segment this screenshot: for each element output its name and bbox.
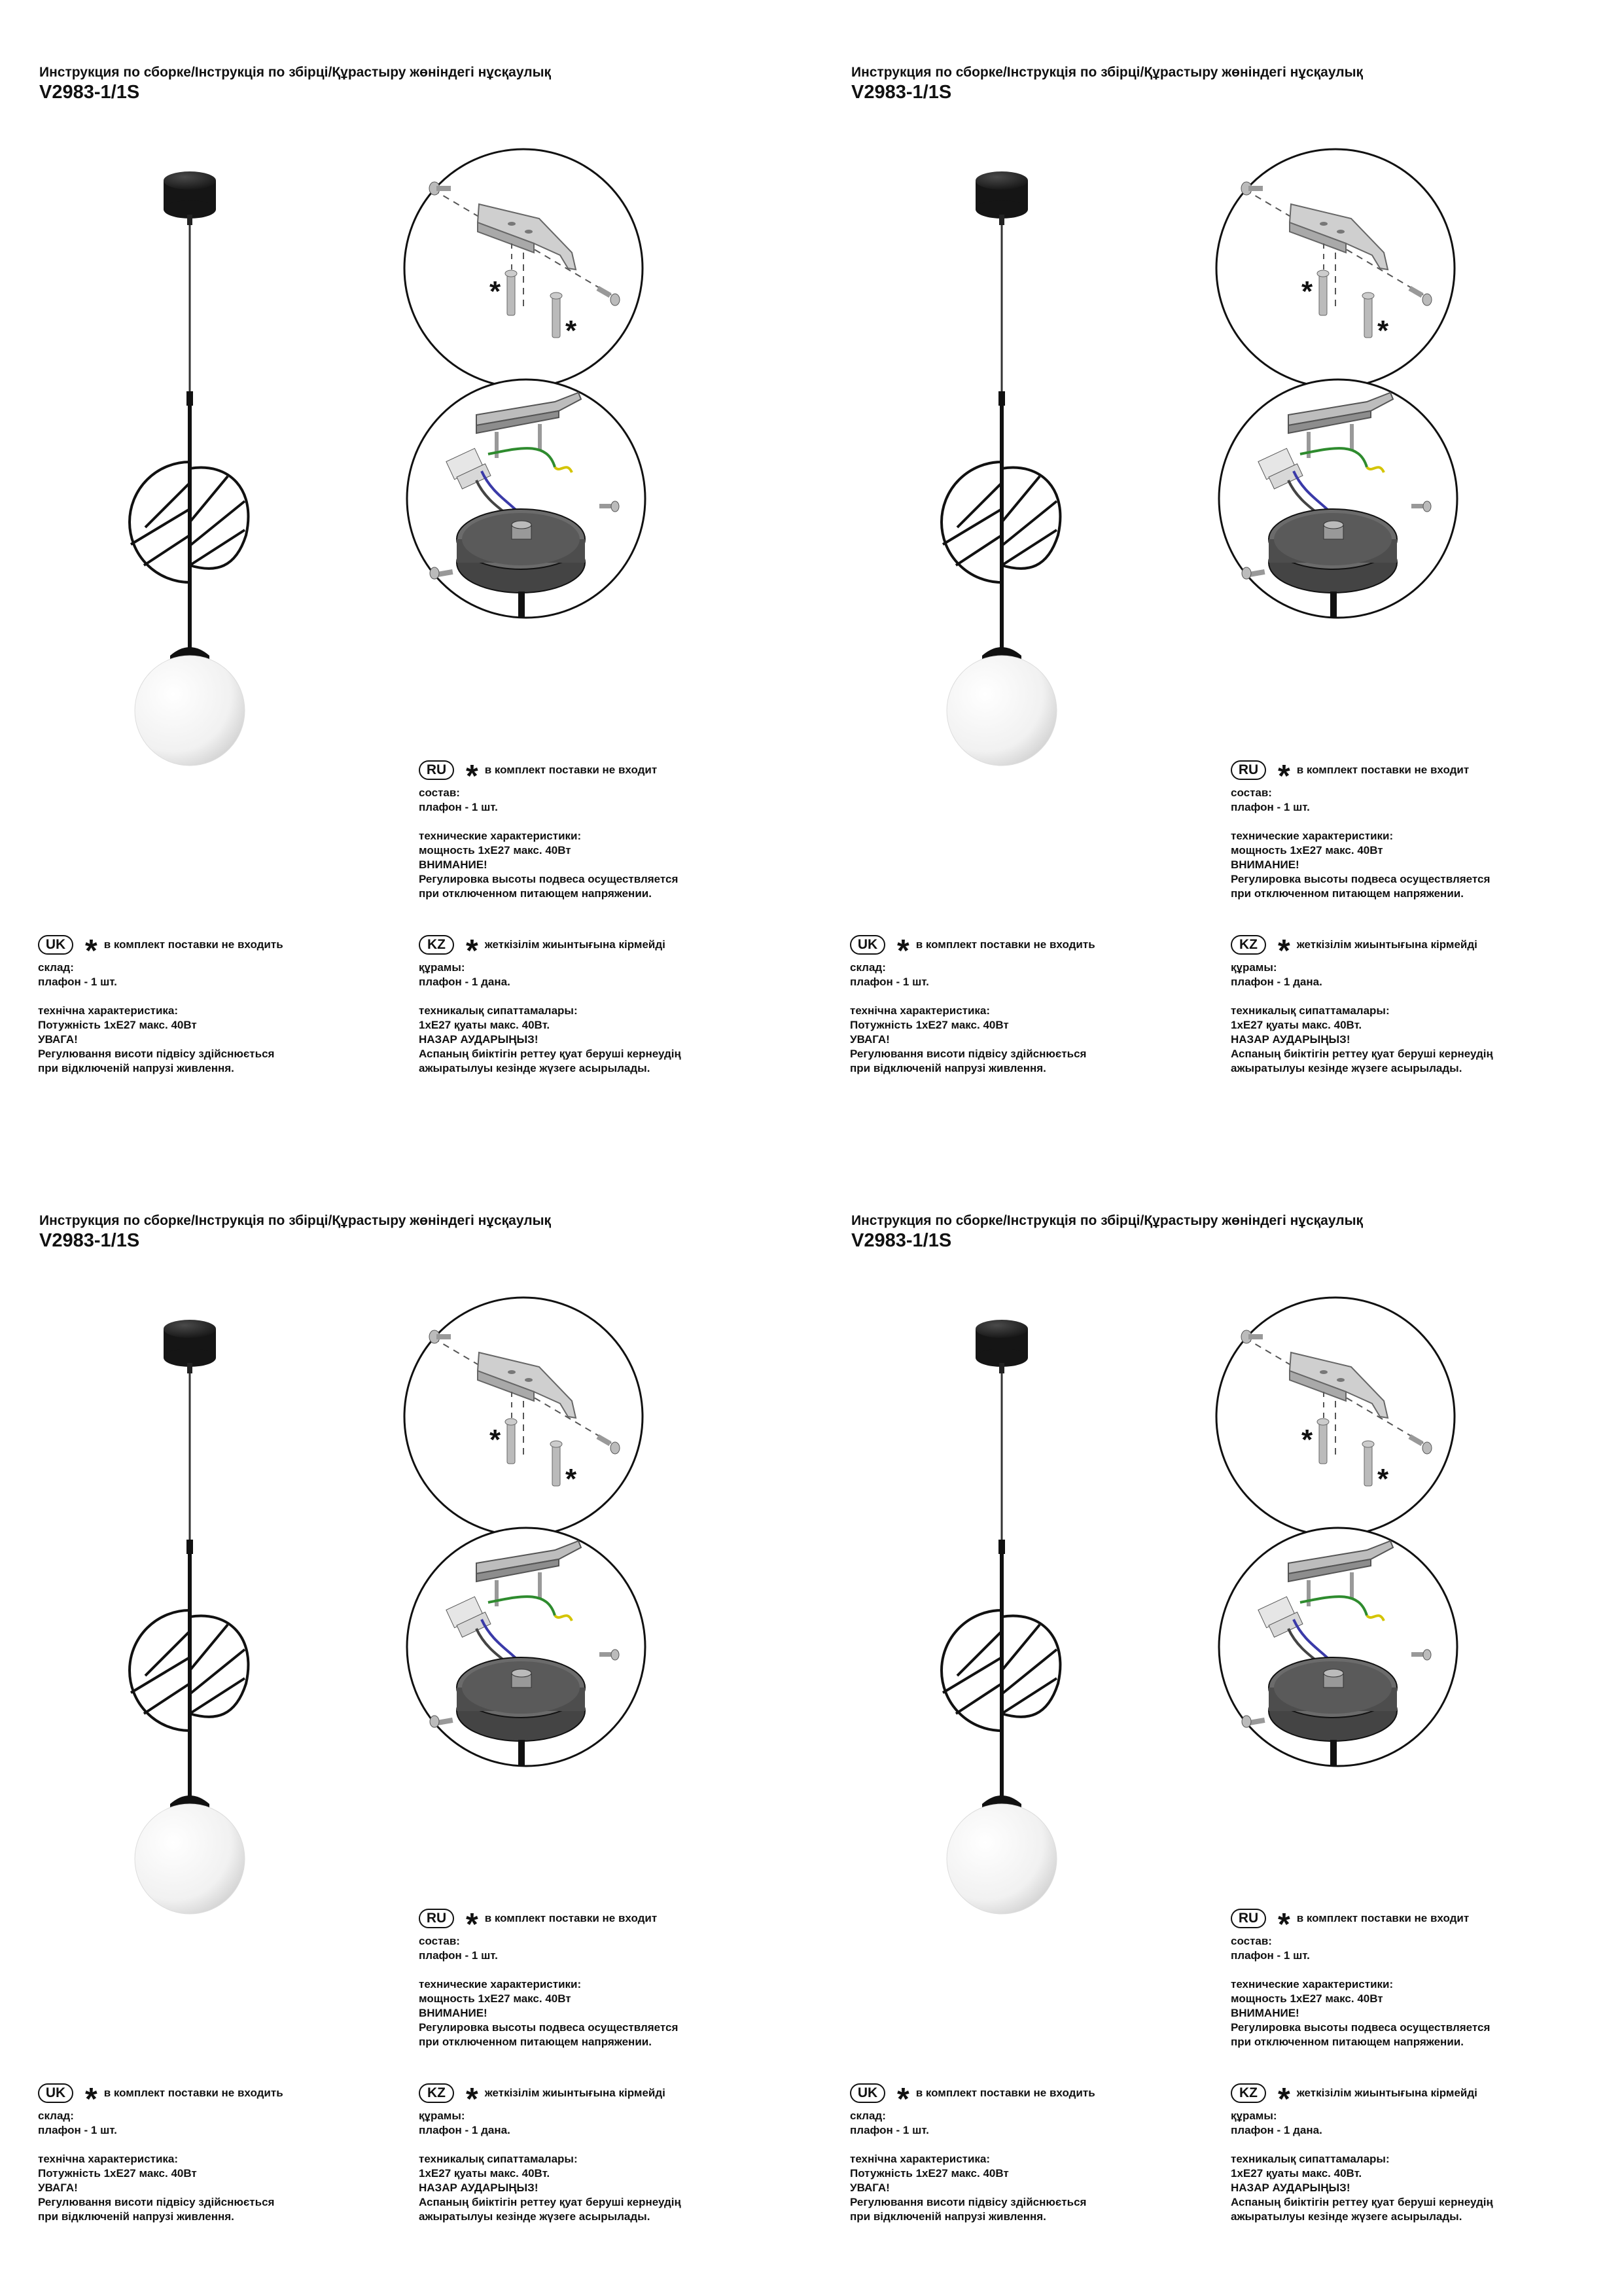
- cable-clamp: [998, 1540, 1005, 1554]
- composition-label: состав:: [1231, 1935, 1272, 1947]
- not-included-mark: *: [466, 1907, 478, 1942]
- specs-label: технічна характеристика:: [38, 1004, 179, 1017]
- wall-plug-icon: [505, 270, 517, 315]
- warning-heading: НАЗАР АУДАРЫҢЫЗ!: [419, 1033, 538, 1046]
- power-rating: 1xE27 қуаты макс. 40Вт.: [419, 2167, 550, 2180]
- language-badge-kz: KZ: [419, 935, 454, 955]
- leaf-shape: [190, 1616, 248, 1717]
- specs-label: технічна характеристика:: [850, 1004, 991, 1017]
- composition-label: құрамы:: [1231, 961, 1277, 974]
- ceiling-canopy: [976, 171, 1028, 225]
- kz-specifications: [1231, 932, 1623, 1076]
- decorative-half-disc: [130, 1610, 190, 1731]
- not-included-note: в комплект поставки не входить: [103, 2087, 283, 2099]
- language-badge-ru: RU: [1231, 760, 1266, 780]
- not-included-note: жеткізілім жиынтығына кірмейді: [1296, 938, 1477, 951]
- instruction-title: Инструкция по сборке/Інструкція по збірці/Құрастыру жөніндегі нұсқаулық: [851, 65, 1364, 80]
- model-number: V2983-1/1S: [851, 1230, 952, 1251]
- model-number: V2983-1/1S: [39, 82, 140, 103]
- canopy-nut: [1324, 1669, 1343, 1687]
- composition-value: плафон - 1 шт.: [1231, 1949, 1310, 1962]
- power-rating: Потужність 1xE27 макс. 40Вт: [38, 1019, 197, 1031]
- kz-specifications: [419, 932, 811, 1076]
- not-included-mark: *: [897, 2082, 909, 2117]
- warning-heading: ВНИМАНИЕ!: [1231, 2007, 1299, 2019]
- power-rating: Потужність 1xE27 макс. 40Вт: [850, 2167, 1009, 2180]
- lamp-rod: [1330, 592, 1337, 618]
- power-rating: мощность 1xE27 макс. 40Вт: [419, 1992, 571, 2005]
- warning-text: Аспаның биіктігін реттеу қуат беруші кернеудің: [1231, 2196, 1493, 2208]
- not-included-mark: *: [1278, 934, 1290, 968]
- warning-heading: НАЗАР АУДАРЫҢЫЗ!: [1231, 1033, 1350, 1046]
- composition-value: плафон - 1 шт.: [38, 976, 117, 988]
- composition-label: құрамы:: [1231, 2110, 1277, 2122]
- instruction-sheet: [0, 0, 812, 1148]
- language-badge-uk: UK: [38, 935, 73, 955]
- specs-label: технические характеристики:: [1231, 1978, 1394, 1990]
- composition-value: плафон - 1 шт.: [850, 2124, 929, 2136]
- wall-plug-icon: [1362, 292, 1374, 338]
- not-included-mark: *: [1301, 275, 1313, 308]
- power-rating: Потужність 1xE27 макс. 40Вт: [38, 2167, 197, 2180]
- not-included-mark: *: [1301, 1424, 1313, 1456]
- warning-text: Аспаның биіктігін реттеу қуат беруші кернеудің: [419, 1048, 681, 1060]
- language-badge-ru: RU: [419, 760, 454, 780]
- lamp-rod: [518, 1740, 525, 1766]
- composition-value: плафон - 1 шт.: [38, 2124, 117, 2136]
- composition-value: плафон - 1 шт.: [850, 976, 929, 988]
- instruction-header: [851, 64, 1363, 103]
- warning-heading: ВНИМАНИЕ!: [419, 858, 487, 871]
- power-rating: 1xE27 қуаты макс. 40Вт.: [419, 1019, 550, 1031]
- specs-label: техникалық сипаттамалары:: [419, 1004, 578, 1017]
- language-badge-uk: UK: [850, 2083, 885, 2103]
- warning-text: при отключенном питающем напряжении.: [1231, 2036, 1464, 2048]
- warning-text: Регулювання висоти підвісу здійснюється: [850, 2196, 1087, 2208]
- specs-label: техникалық сипаттамалары:: [419, 2153, 578, 2165]
- specs-label: технічна характеристика:: [38, 2153, 179, 2165]
- warning-text: при відключеній напрузі живлення.: [850, 1062, 1046, 1074]
- pendant-lamp-illustration: [111, 169, 294, 797]
- composition-label: склад:: [38, 2110, 74, 2122]
- wall-plug-icon: [550, 292, 562, 338]
- not-included-mark: *: [897, 934, 909, 968]
- warning-heading: УВАГА!: [850, 2181, 890, 2194]
- instruction-header: [851, 1212, 1363, 1252]
- warning-text: при отключенном питающем напряжении.: [419, 887, 652, 900]
- not-included-mark: *: [85, 2082, 97, 2117]
- uk-specifications: [38, 2080, 431, 2224]
- warning-text: при відключеній напрузі живлення.: [850, 2210, 1046, 2223]
- not-included-mark: *: [489, 275, 501, 308]
- mounting-bracket-detail: [400, 1294, 646, 1540]
- power-rating: мощность 1xE27 макс. 40Вт: [1231, 844, 1383, 857]
- warning-text: ажыратылуы кезінде жүзеге асырылады.: [1231, 1062, 1462, 1074]
- not-included-note: в комплект поставки не входить: [915, 2087, 1095, 2099]
- ru-specifications: [419, 1905, 811, 2049]
- not-included-mark: *: [466, 2082, 478, 2117]
- decorative-half-disc: [942, 1610, 1002, 1731]
- specs-label: технічна характеристика:: [850, 2153, 991, 2165]
- model-number: V2983-1/1S: [851, 82, 952, 103]
- glass-globe-shade: [947, 656, 1057, 766]
- power-rating: 1xE27 қуаты макс. 40Вт.: [1231, 1019, 1362, 1031]
- wall-plug-icon: [505, 1419, 517, 1464]
- instruction-title: Инструкция по сборке/Інструкція по збірці/Құрастыру жөніндегі нұсқаулық: [851, 1213, 1364, 1228]
- composition-label: состав:: [419, 786, 460, 799]
- not-included-mark: *: [489, 1424, 501, 1456]
- instruction-title: Инструкция по сборке/Інструкція по збірці/Құрастыру жөніндегі нұсқаулық: [39, 1213, 552, 1228]
- wall-plug-icon: [1362, 1441, 1374, 1486]
- power-rating: мощность 1xE27 макс. 40Вт: [1231, 1992, 1383, 2005]
- language-badge-ru: RU: [419, 1909, 454, 1928]
- mounting-bracket-detail: [1212, 145, 1458, 391]
- uk-specifications: [850, 932, 1243, 1076]
- warning-heading: УВАГА!: [38, 1033, 78, 1046]
- composition-label: склад:: [38, 961, 74, 974]
- language-badge-kz: KZ: [419, 2083, 454, 2103]
- pendant-lamp-illustration: [923, 169, 1106, 797]
- decorative-half-disc: [130, 462, 190, 582]
- warning-text: при відключеній напрузі живлення.: [38, 2210, 234, 2223]
- instruction-title: Инструкция по сборке/Інструкція по збірці/Құрастыру жөніндегі нұсқаулық: [39, 65, 552, 80]
- warning-text: Аспаның биіктігін реттеу қуат беруші кернеудің: [1231, 1048, 1493, 1060]
- warning-heading: НАЗАР АУДАРЫҢЫЗ!: [419, 2181, 538, 2194]
- not-included-mark: *: [1278, 759, 1290, 794]
- decorative-half-disc: [942, 462, 1002, 582]
- warning-text: ажыратылуы кезінде жүзеге асырылады.: [419, 1062, 650, 1074]
- not-included-mark: *: [85, 934, 97, 968]
- composition-value: плафон - 1 шт.: [419, 801, 498, 813]
- glass-globe-shade: [135, 1804, 245, 1914]
- leaf-shape: [1002, 1616, 1060, 1717]
- wall-plug-icon: [550, 1441, 562, 1486]
- pendant-lamp-illustration: [923, 1317, 1106, 1945]
- not-included-note: в комплект поставки не входить: [103, 938, 283, 951]
- pendant-lamp-illustration: [111, 1317, 294, 1945]
- not-included-mark: *: [1377, 315, 1389, 347]
- not-included-note: в комплект поставки не входит: [1296, 764, 1470, 776]
- composition-label: состав:: [419, 1935, 460, 1947]
- instruction-sheet: [812, 0, 1624, 1148]
- not-included-mark: *: [1278, 2082, 1290, 2117]
- canopy-wiring-detail: [403, 376, 649, 622]
- leaf-shape: [190, 468, 248, 569]
- not-included-mark: *: [565, 1463, 577, 1495]
- instruction-header: [39, 1212, 551, 1252]
- ru-specifications: [1231, 1905, 1623, 2049]
- ru-specifications: [419, 757, 811, 901]
- language-badge-ru: RU: [1231, 1909, 1266, 1928]
- canopy-wiring-detail: [1215, 1524, 1461, 1770]
- warning-heading: УВАГА!: [850, 1033, 890, 1046]
- composition-value: плафон - 1 дана.: [419, 976, 510, 988]
- canopy-nut: [1324, 521, 1343, 539]
- warning-heading: ВНИМАНИЕ!: [419, 2007, 487, 2019]
- specs-label: техникалық сипаттамалары:: [1231, 1004, 1390, 1017]
- language-badge-uk: UK: [38, 2083, 73, 2103]
- warning-text: при отключенном питающем напряжении.: [1231, 887, 1464, 900]
- not-included-note: в комплект поставки не входить: [915, 938, 1095, 951]
- glass-globe-shade: [135, 656, 245, 766]
- composition-value: плафон - 1 дана.: [419, 2124, 510, 2136]
- power-rating: мощность 1xE27 макс. 40Вт: [419, 844, 571, 857]
- wall-plug-icon: [1317, 1419, 1329, 1464]
- model-number: V2983-1/1S: [39, 1230, 140, 1251]
- ceiling-canopy: [976, 1320, 1028, 1373]
- cable-clamp: [186, 391, 193, 406]
- mounting-bracket-detail: [400, 145, 646, 391]
- warning-text: Регулировка высоты подвеса осуществляется: [419, 2021, 679, 2034]
- warning-heading: ВНИМАНИЕ!: [1231, 858, 1299, 871]
- glass-globe-shade: [947, 1804, 1057, 1914]
- not-included-note: жеткізілім жиынтығына кірмейді: [1296, 2087, 1477, 2099]
- mounting-bracket-detail: [1212, 1294, 1458, 1540]
- not-included-note: в комплект поставки не входит: [484, 764, 658, 776]
- instruction-sheet: [0, 1148, 812, 2296]
- lamp-rod: [518, 592, 525, 618]
- warning-text: Регулировка высоты подвеса осуществляется: [1231, 2021, 1491, 2034]
- warning-text: Регулировка высоты подвеса осуществляется: [1231, 873, 1491, 885]
- instruction-header: [39, 64, 551, 103]
- not-included-note: в комплект поставки не входит: [484, 1912, 658, 1924]
- canopy-nut: [512, 1669, 531, 1687]
- composition-value: плафон - 1 дана.: [1231, 976, 1322, 988]
- not-included-mark: *: [565, 315, 577, 347]
- specs-label: технические характеристики:: [419, 830, 582, 842]
- specs-label: техникалық сипаттамалары:: [1231, 2153, 1390, 2165]
- kz-specifications: [419, 2080, 811, 2224]
- composition-label: склад:: [850, 2110, 886, 2122]
- warning-text: ажыратылуы кезінде жүзеге асырылады.: [419, 2210, 650, 2223]
- specs-label: технические характеристики:: [1231, 830, 1394, 842]
- warning-text: ажыратылуы кезінде жүзеге асырылады.: [1231, 2210, 1462, 2223]
- specs-label: технические характеристики:: [419, 1978, 582, 1990]
- warning-text: при отключенном питающем напряжении.: [419, 2036, 652, 2048]
- wall-plug-icon: [1317, 270, 1329, 315]
- warning-heading: НАЗАР АУДАРЫҢЫЗ!: [1231, 2181, 1350, 2194]
- warning-text: при відключеній напрузі живлення.: [38, 1062, 234, 1074]
- not-included-note: жеткізілім жиынтығына кірмейді: [484, 2087, 665, 2099]
- composition-value: плафон - 1 шт.: [419, 1949, 498, 1962]
- canopy-wiring-detail: [1215, 376, 1461, 622]
- warning-heading: УВАГА!: [38, 2181, 78, 2194]
- not-included-note: жеткізілім жиынтығына кірмейді: [484, 938, 665, 951]
- not-included-mark: *: [466, 934, 478, 968]
- warning-text: Аспаның биіктігін реттеу қуат беруші кернеудің: [419, 2196, 681, 2208]
- language-badge-kz: KZ: [1231, 2083, 1266, 2103]
- composition-value: плафон - 1 шт.: [1231, 801, 1310, 813]
- not-included-note: в комплект поставки не входит: [1296, 1912, 1470, 1924]
- power-rating: Потужність 1xE27 макс. 40Вт: [850, 1019, 1009, 1031]
- uk-specifications: [850, 2080, 1243, 2224]
- ru-specifications: [1231, 757, 1623, 901]
- warning-text: Регулювання висоти підвісу здійснюється: [38, 2196, 275, 2208]
- composition-label: құрамы:: [419, 2110, 465, 2122]
- ceiling-canopy: [164, 1320, 216, 1373]
- leaf-shape: [1002, 468, 1060, 569]
- language-badge-uk: UK: [850, 935, 885, 955]
- canopy-wiring-detail: [403, 1524, 649, 1770]
- ceiling-canopy: [164, 171, 216, 225]
- lamp-rod: [1330, 1740, 1337, 1766]
- composition-label: құрамы:: [419, 961, 465, 974]
- not-included-mark: *: [1377, 1463, 1389, 1495]
- instruction-sheet: [812, 1148, 1624, 2296]
- not-included-mark: *: [1278, 1907, 1290, 1942]
- not-included-mark: *: [466, 759, 478, 794]
- cable-clamp: [186, 1540, 193, 1554]
- canopy-nut: [512, 521, 531, 539]
- warning-text: Регулировка высоты подвеса осуществляется: [419, 873, 679, 885]
- language-badge-kz: KZ: [1231, 935, 1266, 955]
- kz-specifications: [1231, 2080, 1623, 2224]
- composition-label: состав:: [1231, 786, 1272, 799]
- power-rating: 1xE27 қуаты макс. 40Вт.: [1231, 2167, 1362, 2180]
- uk-specifications: [38, 932, 431, 1076]
- composition-value: плафон - 1 дана.: [1231, 2124, 1322, 2136]
- warning-text: Регулювання висоти підвісу здійснюється: [38, 1048, 275, 1060]
- cable-clamp: [998, 391, 1005, 406]
- warning-text: Регулювання висоти підвісу здійснюється: [850, 1048, 1087, 1060]
- composition-label: склад:: [850, 961, 886, 974]
